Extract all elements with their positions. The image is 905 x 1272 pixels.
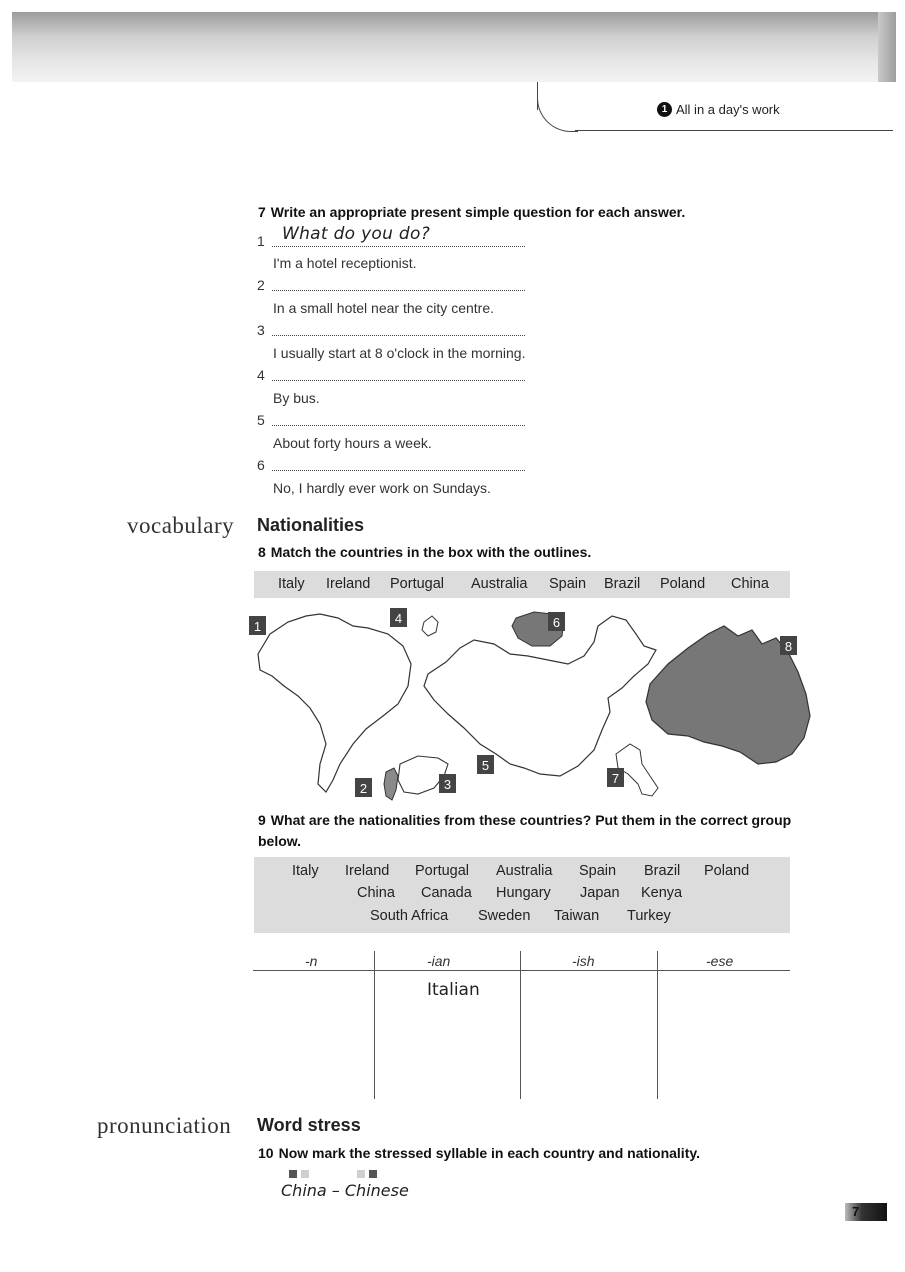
ex7-q1-line[interactable] <box>272 246 525 247</box>
table-col-divider <box>374 951 375 1099</box>
ex9-country: China <box>357 885 395 901</box>
outline-label-5-text: 5 <box>481 758 490 773</box>
ex7-q4-num: 4 <box>257 367 265 383</box>
unit-number-badge: 1 <box>657 102 672 117</box>
ex8-country: Poland <box>660 576 706 592</box>
ex8-country: China <box>731 576 769 592</box>
pronunciation-side-label: pronunciation <box>97 1113 232 1138</box>
outline-label-2-text: 2 <box>359 781 368 796</box>
ex9-country: Turkey <box>627 908 671 924</box>
outline-label-7 <box>607 768 624 787</box>
ex9-country: Canada <box>421 885 472 901</box>
ex8-instruction: Match the countries in the box with the outlines. <box>270 544 592 560</box>
ex9-country: Japan <box>580 885 620 901</box>
unit-title: All in a day's work <box>676 102 780 117</box>
ex8-title <box>258 544 591 560</box>
ex8-country: Brazil <box>604 576 641 592</box>
outline-ireland <box>422 616 438 636</box>
ex8-country: Australia <box>471 576 528 592</box>
ex7-q5-line[interactable] <box>272 425 525 426</box>
stress-mark-strong <box>289 1170 297 1178</box>
outline-label-8 <box>780 636 797 655</box>
stress-mark-weak <box>357 1170 365 1178</box>
ex9-country: Brazil <box>644 863 681 879</box>
outline-portugal <box>384 768 398 800</box>
ex9-title <box>258 810 798 852</box>
stress-mark-weak <box>301 1170 309 1178</box>
outline-label-3 <box>439 774 456 793</box>
ex7-a6: No, I hardly ever work on Sundays. <box>273 480 491 496</box>
outline-label-6 <box>548 612 565 631</box>
ex10-example: China – Chinese <box>281 1181 409 1200</box>
outline-brazil <box>258 614 411 792</box>
ex8-country: Ireland <box>326 576 371 592</box>
ex9-country: Spain <box>579 863 617 879</box>
ex7-title <box>258 204 685 220</box>
table-header-ian: -ian <box>427 953 451 969</box>
ex7-q2-line[interactable] <box>272 290 525 291</box>
outline-label-3-text: 3 <box>443 777 452 792</box>
ex9-country: Australia <box>496 863 553 879</box>
table-header-ese: -ese <box>706 953 734 969</box>
outline-label-1-text: 1 <box>253 619 262 634</box>
ex9-country: South Africa <box>370 908 449 924</box>
table-col-divider <box>520 951 521 1099</box>
ex7-q4-line[interactable] <box>272 380 525 381</box>
ex7-q6-num: 6 <box>257 457 265 473</box>
ex9-instruction: What are the nationalities from these countries? Put them in the correct group below. <box>258 812 792 849</box>
ex9-country: Portugal <box>415 863 470 879</box>
table-header-rule <box>253 970 790 971</box>
ex9-country: Kenya <box>641 885 683 901</box>
ex9-country: Hungary <box>496 885 551 901</box>
ex9-country: Italy <box>292 863 319 879</box>
ex8-country-box <box>254 571 790 598</box>
ex7-q1-num: 1 <box>257 233 265 249</box>
ex7-q2-num: 2 <box>257 277 265 293</box>
unit-label <box>657 102 780 117</box>
ex9-country: Sweden <box>478 908 531 924</box>
nationalities-title: Nationalities <box>257 515 365 535</box>
outline-label-2 <box>355 778 372 797</box>
ex9-country: Ireland <box>345 863 390 879</box>
table-col-divider <box>657 951 658 1099</box>
ex7-q3-line[interactable] <box>272 335 525 336</box>
outline-label-8-text: 8 <box>784 639 793 654</box>
header-rule <box>575 130 893 131</box>
ex7-a4: By bus. <box>273 390 320 406</box>
ex7-a1: I'm a hotel receptionist. <box>273 255 417 271</box>
country-outlines-map <box>248 604 816 804</box>
page-number: 7 <box>852 1204 860 1219</box>
outline-label-7-text: 7 <box>611 771 620 786</box>
outline-label-1 <box>249 616 266 635</box>
outline-label-6-text: 6 <box>552 615 561 630</box>
outline-label-4-text: 4 <box>394 611 403 626</box>
ex7-q3-num: 3 <box>257 322 265 338</box>
ex10-instruction: Now mark the stressed syllable in each country and nationality. <box>278 1145 700 1161</box>
vocabulary-side-label: vocabulary <box>127 513 235 538</box>
ex7-q5-num: 5 <box>257 412 265 428</box>
stress-mark-strong <box>369 1170 377 1178</box>
ex9-country-box <box>254 857 790 933</box>
ex9-number: 9 <box>258 812 266 828</box>
ex7-q6-line[interactable] <box>272 470 525 471</box>
ex8-number: 8 <box>258 544 266 560</box>
ex7-a2: In a small hotel near the city centre. <box>273 300 494 316</box>
ex10-title <box>258 1145 700 1161</box>
ex7-a3: I usually start at 8 o'clock in the morning. <box>273 345 526 361</box>
outline-label-5 <box>477 755 494 774</box>
ex7-instruction: Write an appropriate present simple question for each answer. <box>270 204 686 220</box>
ex7-number: 7 <box>258 204 266 220</box>
ex7-q1-handwritten[interactable]: What do you do? <box>282 224 431 244</box>
page-number-tab <box>845 1203 887 1221</box>
table-header-n: -n <box>305 953 318 969</box>
header-band <box>12 12 896 82</box>
ex9-country: Poland <box>704 863 750 879</box>
header-curve <box>537 92 578 132</box>
table-example-italian[interactable]: Italian <box>427 980 480 1000</box>
ex10-number: 10 <box>258 1145 274 1161</box>
word-stress-title: Word stress <box>257 1115 361 1135</box>
outline-label-4 <box>390 608 407 627</box>
ex8-country: Spain <box>549 576 587 592</box>
table-header-ish: -ish <box>572 953 595 969</box>
ex9-country: Taiwan <box>554 908 600 924</box>
ex8-country: Portugal <box>390 576 445 592</box>
ex7-a5: About forty hours a week. <box>273 435 432 451</box>
ex8-country: Italy <box>278 576 305 592</box>
